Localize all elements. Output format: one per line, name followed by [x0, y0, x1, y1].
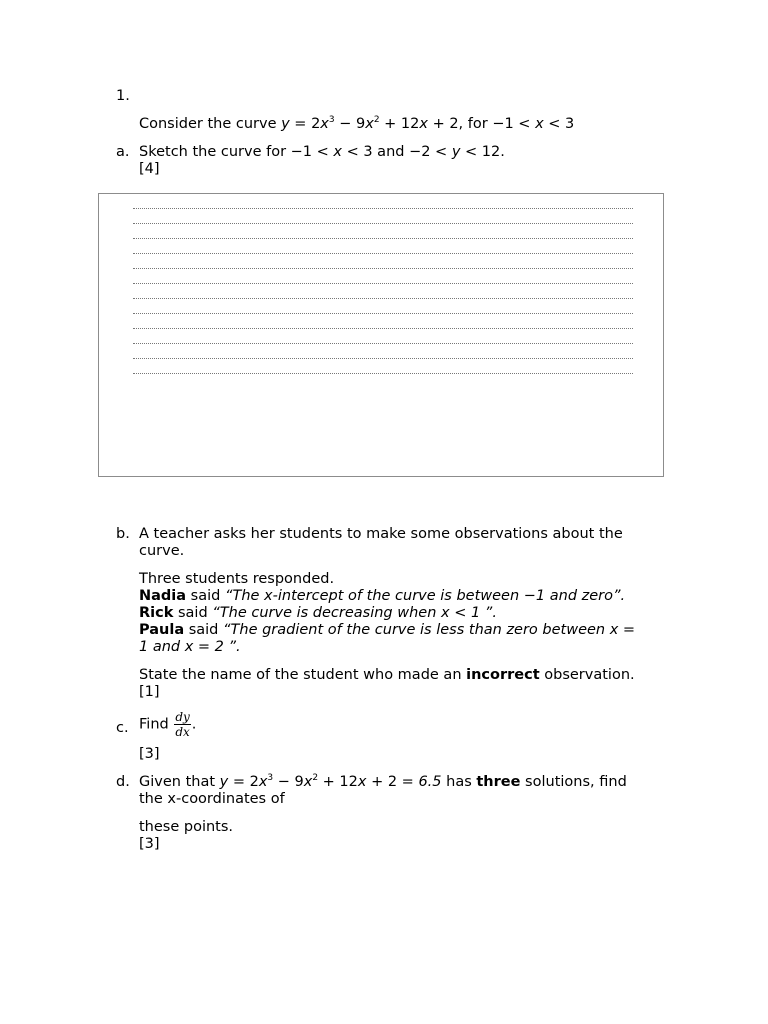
part-a-text: Sketch the curve for −1 < x < 3 and −2 < y < 12.	[139, 144, 505, 160]
question-intro: Consider the curve $y = 2x^3 - 9x^2 + 12x + 2$, for −1 < x < 3	[139, 115, 575, 132]
nadia-statement: Nadia said “The x-intercept of the curve is between −1 and zero”.	[139, 588, 626, 604]
part-c-marks: [3]	[139, 746, 160, 762]
rick-statement: Rick said “The curve is decreasing when x < 1 ”.	[139, 605, 497, 621]
part-d-label: d.	[116, 774, 130, 790]
answer-line	[133, 328, 633, 329]
part-b-instruction: State the name of the student who made an incorrect observation.	[139, 667, 635, 683]
part-d-text-line3: these points.	[139, 819, 234, 835]
answer-line	[133, 253, 633, 254]
answer-line	[133, 268, 633, 269]
part-a-marks: [4]	[139, 161, 160, 177]
answer-line	[133, 373, 633, 374]
answer-line	[133, 313, 633, 314]
paula-statement: Paula said “The gradient of the curve is less than zero between x =	[139, 622, 636, 638]
part-d-text-line2: the x-coordinates of	[139, 791, 285, 807]
part-c-text: Find $\frac{dy}{dx}$ .	[139, 710, 197, 739]
answer-line	[133, 283, 633, 284]
paula-statement-cont: 1 and x = 2 ”.	[139, 639, 241, 655]
students-responded: Three students responded.	[139, 571, 335, 587]
part-b-label: b.	[116, 526, 130, 542]
part-b-marks: [1]	[139, 684, 160, 700]
part-d-text: Given that $y = 2x^3 - 9x^2 + 12x + 2 = 6.5$ has three solutions, find	[139, 773, 627, 790]
part-a-label: a.	[116, 144, 130, 160]
dy-dx-fraction: $\frac{dy}{dx}$	[175, 710, 190, 739]
answer-line	[133, 208, 633, 209]
part-c-label: c.	[116, 720, 129, 736]
part-b-text-line1: A teacher asks her students to make some observations about the	[139, 526, 623, 542]
answer-line	[133, 358, 633, 359]
answer-line	[133, 298, 633, 299]
answer-line	[133, 343, 633, 344]
part-d-marks: [3]	[139, 836, 160, 852]
part-b-text-line2: curve.	[139, 543, 185, 559]
question-number: 1.	[116, 88, 130, 104]
sketch-answer-box[interactable]	[98, 193, 664, 477]
answer-line	[133, 223, 633, 224]
answer-line	[133, 238, 633, 239]
